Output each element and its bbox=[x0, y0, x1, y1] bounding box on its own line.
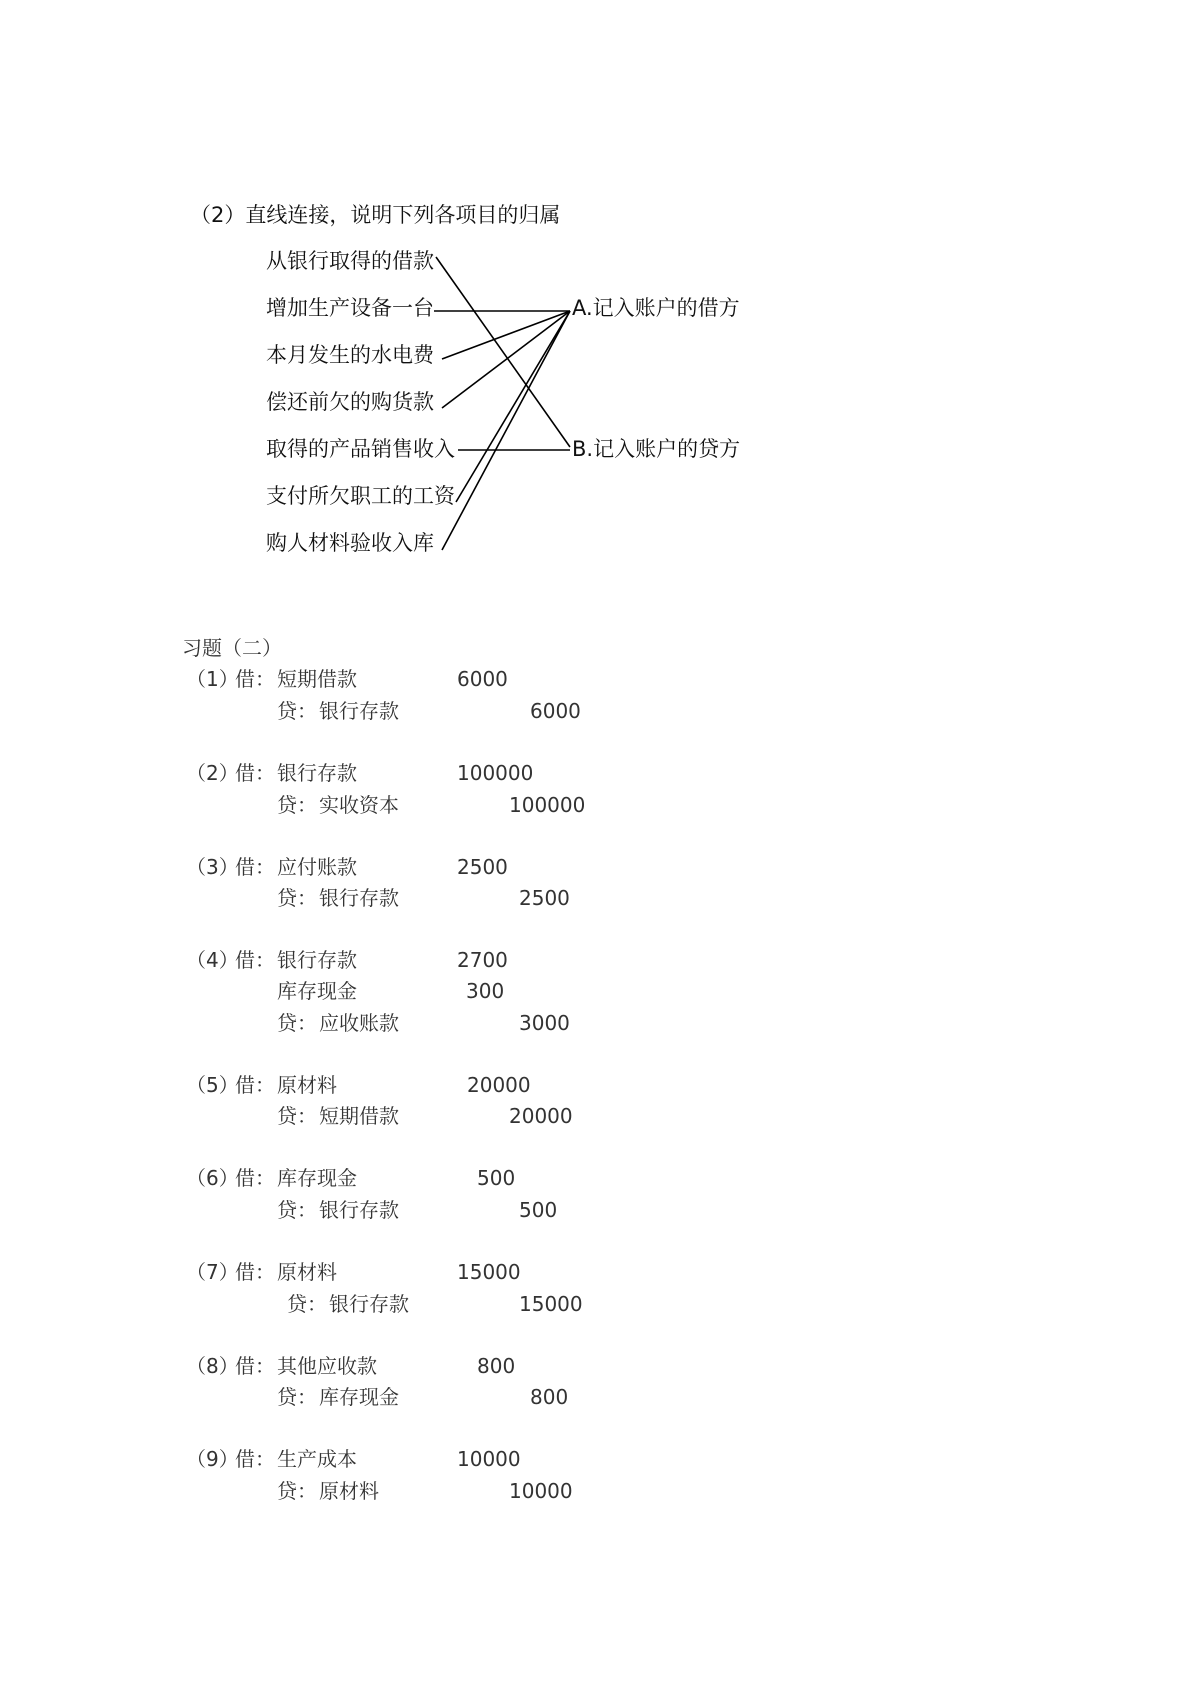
left-item-5: 取得的产品销售收入 bbox=[266, 437, 455, 461]
credit-amount: 3000 bbox=[519, 1011, 570, 1035]
entry-number: （6） bbox=[186, 1166, 239, 1190]
line-item7-to-a bbox=[442, 311, 570, 550]
debit-amount: 15000 bbox=[457, 1260, 521, 1284]
credit-prefix: 贷： bbox=[277, 1198, 317, 1222]
debit-prefix: 借： bbox=[235, 761, 275, 785]
debit-amount: 2700 bbox=[457, 948, 508, 972]
credit-prefix: 贷： bbox=[277, 1479, 317, 1503]
debit-account: 原材料 bbox=[277, 1260, 337, 1284]
credit-prefix: 贷： bbox=[277, 886, 317, 910]
debit-amount: 20000 bbox=[467, 1073, 531, 1097]
target-b-credit: B.记入账户的贷方 bbox=[572, 437, 741, 461]
debit-prefix: 借： bbox=[235, 855, 275, 879]
debit-account: 库存现金 bbox=[277, 979, 357, 1003]
credit-amount: 15000 bbox=[519, 1292, 583, 1316]
credit-account: 应收账款 bbox=[319, 1011, 399, 1035]
credit-prefix: 贷： bbox=[287, 1292, 327, 1316]
line-item6-to-a bbox=[456, 311, 570, 502]
line-item3-to-a bbox=[442, 311, 570, 359]
debit-account: 短期借款 bbox=[277, 667, 357, 691]
credit-account: 银行存款 bbox=[319, 886, 399, 910]
credit-account: 银行存款 bbox=[319, 699, 399, 723]
credit-amount: 10000 bbox=[509, 1479, 573, 1503]
left-item-1: 从银行取得的借款 bbox=[266, 249, 434, 273]
debit-amount: 10000 bbox=[457, 1447, 521, 1471]
entry-number: （3） bbox=[186, 855, 239, 879]
debit-prefix: 借： bbox=[235, 1354, 275, 1378]
entry-number: （9） bbox=[186, 1447, 239, 1471]
left-item-3: 本月发生的水电费 bbox=[266, 343, 434, 367]
left-item-6: 支付所欠职工的工资 bbox=[266, 484, 455, 508]
debit-amount: 300 bbox=[466, 979, 505, 1003]
debit-prefix: 借： bbox=[235, 1260, 275, 1284]
credit-amount: 100000 bbox=[509, 793, 586, 817]
credit-prefix: 贷： bbox=[277, 1011, 317, 1035]
entry-number: （1） bbox=[186, 667, 239, 691]
credit-amount: 6000 bbox=[530, 699, 581, 723]
credit-account: 实收资本 bbox=[319, 793, 399, 817]
credit-account: 短期借款 bbox=[319, 1104, 399, 1128]
left-item-4: 偿还前欠的购货款 bbox=[266, 390, 434, 414]
credit-amount: 800 bbox=[530, 1385, 569, 1409]
exercise-title: 习题（二） bbox=[182, 636, 282, 660]
credit-amount: 2500 bbox=[519, 886, 570, 910]
entry-number: （5） bbox=[186, 1073, 239, 1097]
left-item-2: 增加生产设备一台 bbox=[266, 296, 434, 320]
debit-account: 银行存款 bbox=[277, 761, 357, 785]
debit-prefix: 借： bbox=[235, 1447, 275, 1471]
line-item4-to-a bbox=[442, 311, 570, 408]
debit-prefix: 借： bbox=[235, 948, 275, 972]
debit-prefix: 借： bbox=[235, 1073, 275, 1097]
debit-account: 其他应收款 bbox=[277, 1354, 377, 1378]
credit-prefix: 贷： bbox=[277, 1385, 317, 1409]
debit-account: 原材料 bbox=[277, 1073, 337, 1097]
entry-number: （4） bbox=[186, 948, 239, 972]
debit-prefix: 借： bbox=[235, 1166, 275, 1190]
debit-account: 生产成本 bbox=[277, 1447, 357, 1471]
target-a-debit: A.记入账户的借方 bbox=[572, 296, 740, 320]
entry-number: （8） bbox=[186, 1354, 239, 1378]
debit-amount: 6000 bbox=[457, 667, 508, 691]
debit-account: 库存现金 bbox=[277, 1166, 357, 1190]
credit-prefix: 贷： bbox=[277, 699, 317, 723]
credit-amount: 500 bbox=[519, 1198, 558, 1222]
debit-account: 银行存款 bbox=[277, 948, 357, 972]
credit-prefix: 贷： bbox=[277, 793, 317, 817]
debit-amount: 100000 bbox=[457, 761, 534, 785]
debit-amount: 500 bbox=[477, 1166, 516, 1190]
left-item-7: 购人材料验收入库 bbox=[266, 531, 434, 555]
credit-account: 库存现金 bbox=[319, 1385, 399, 1409]
entry-number: （2） bbox=[186, 761, 239, 785]
credit-amount: 20000 bbox=[509, 1104, 573, 1128]
credit-account: 原材料 bbox=[319, 1479, 379, 1503]
credit-prefix: 贷： bbox=[277, 1104, 317, 1128]
credit-account: 银行存款 bbox=[329, 1292, 409, 1316]
debit-account: 应付账款 bbox=[277, 855, 357, 879]
debit-amount: 2500 bbox=[457, 855, 508, 879]
credit-account: 银行存款 bbox=[319, 1198, 399, 1222]
debit-amount: 800 bbox=[477, 1354, 516, 1378]
matching-heading: （2）直线连接，说明下列各项目的归属 bbox=[190, 203, 561, 227]
line-item1-to-b bbox=[436, 257, 570, 447]
debit-prefix: 借： bbox=[235, 667, 275, 691]
entry-number: （7） bbox=[186, 1260, 239, 1284]
